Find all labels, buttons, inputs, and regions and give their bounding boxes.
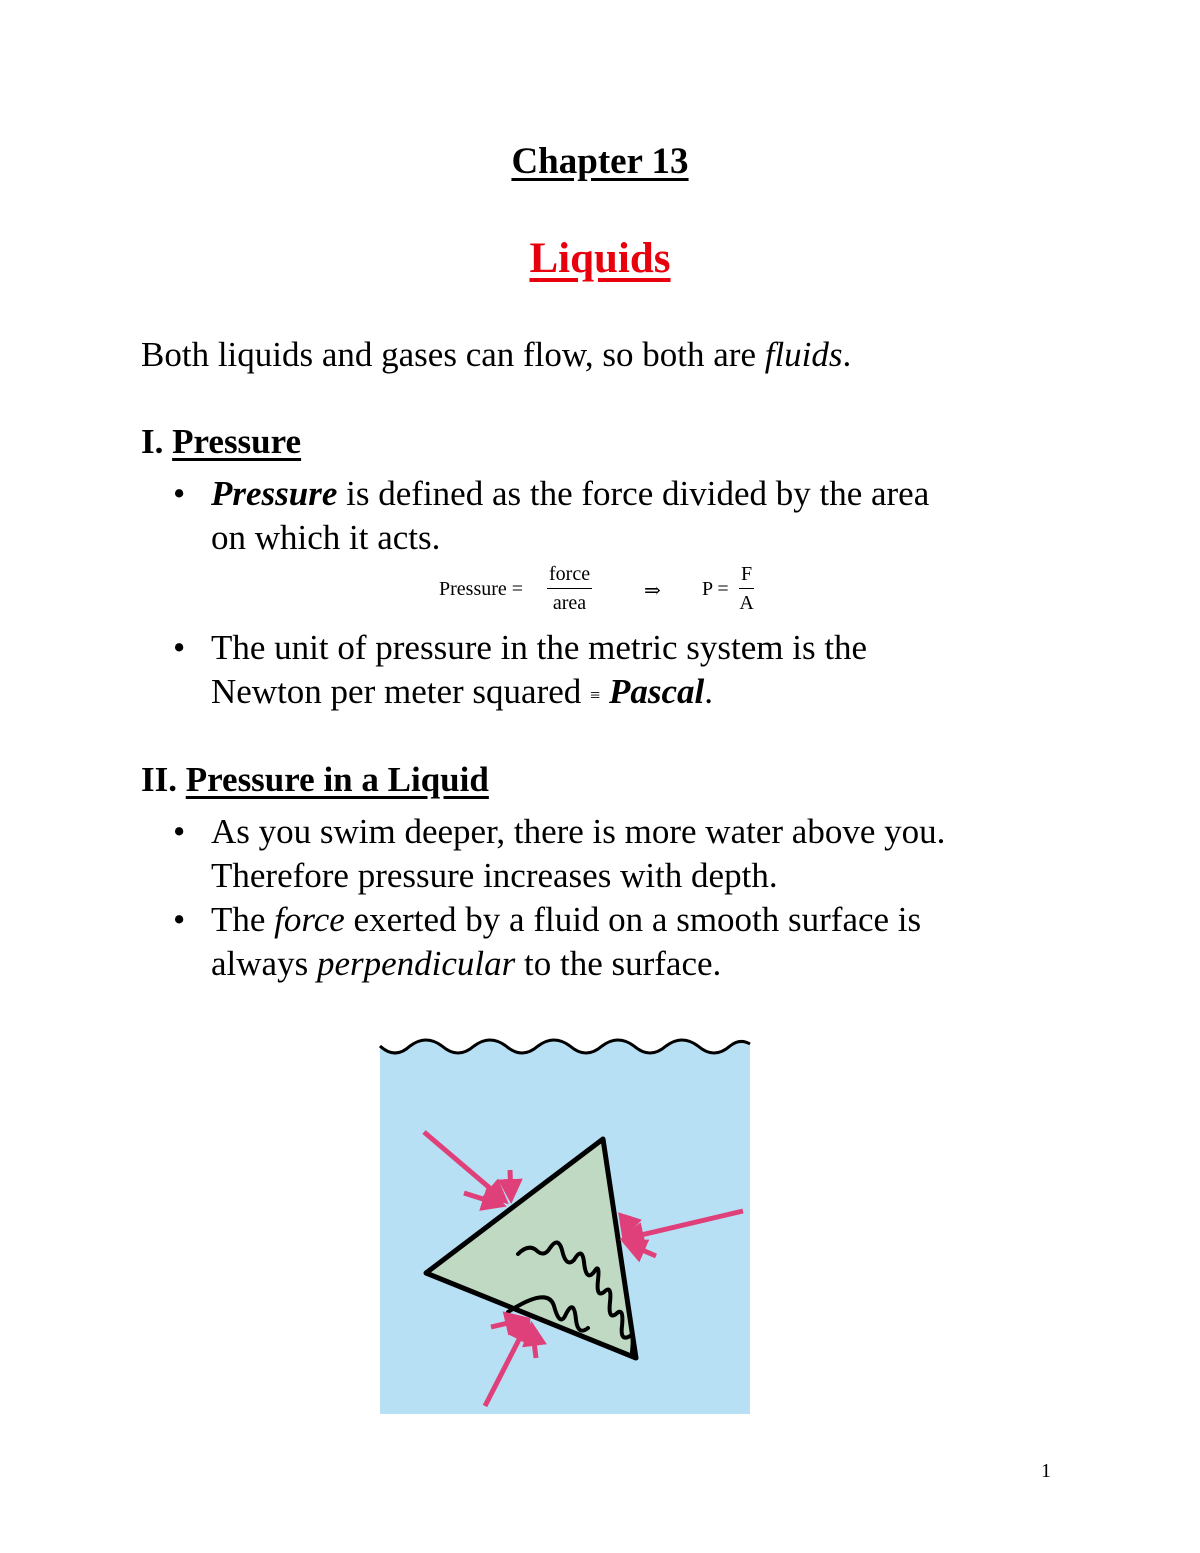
section-2-bullet-2-end: to the surface. (515, 944, 722, 983)
section-2-bullet-1-line1: As you swim deeper, there is more water above you. (211, 812, 946, 851)
formula-lhs: Pressure = (439, 578, 524, 600)
arrow-upper-left-short-2 (510, 1170, 511, 1199)
section-1-list-2 (141, 626, 1141, 717)
bullet-2-text: The unit of pressure in the metric system is the (211, 628, 868, 667)
section-2-numeral: II. (141, 760, 177, 799)
perpendicular-term: perpendicular (316, 944, 516, 983)
pascal-term: Pascal (608, 672, 705, 711)
formula-denominator-symbol: A (739, 592, 754, 614)
section-2-bullet-1-line2: Therefore pressure increases with depth. (211, 856, 778, 895)
intro-paragraph (141, 333, 851, 377)
bullet-1-text-line2: on which it acts. (211, 518, 441, 557)
intro-text: Both liquids and gases can flow, so both are (141, 335, 765, 374)
section-1-title: Pressure (172, 422, 302, 461)
bullet-2-end: . (704, 672, 713, 711)
section-1-numeral: I. (141, 422, 164, 461)
section-2-title: Pressure in a Liquid (185, 760, 489, 799)
formula-denominator: area (552, 592, 587, 614)
formula-fraction-words (547, 562, 592, 615)
section-1-heading (141, 422, 301, 462)
section-2-list (141, 810, 1141, 986)
pressure-formula (439, 562, 779, 622)
section-1-list (141, 472, 1141, 560)
section-2-bullet-2-mid: exerted by a fluid on a smooth surface is (344, 900, 922, 939)
section-1-bullet-1 (141, 472, 1141, 560)
chapter-heading: Chapter 13 (511, 141, 689, 182)
section-2-heading (141, 760, 489, 800)
section-2-bullet-1 (141, 810, 1141, 898)
bullet-2-text-line2: Newton per meter squared (211, 672, 591, 711)
pressure-term: Pressure (211, 474, 338, 513)
equiv-symbol: ≡ (590, 684, 601, 705)
pressure-figure (378, 1036, 752, 1416)
intro-end: . (842, 335, 852, 374)
formula-numerator: force (547, 562, 592, 589)
bullet-1-text: is defined as the force divided by the area (337, 474, 930, 513)
force-term: force (274, 900, 345, 939)
formula-lhs-symbol: P = (702, 578, 729, 600)
implies-arrow: ⇒ (644, 580, 661, 602)
section-2-bullet-2-start: The (211, 900, 275, 939)
section-1-bullet-2 (141, 626, 1141, 717)
section-2-bullet-2-line2-start: always (211, 944, 317, 983)
formula-numerator-symbol: F (739, 562, 754, 589)
page-title: Liquids (529, 235, 671, 282)
page-number: 1 (1041, 1460, 1051, 1482)
section-2-bullet-2 (141, 898, 1141, 986)
formula-fraction-symbols (739, 562, 754, 615)
intro-emphasis: fluids (764, 335, 843, 374)
